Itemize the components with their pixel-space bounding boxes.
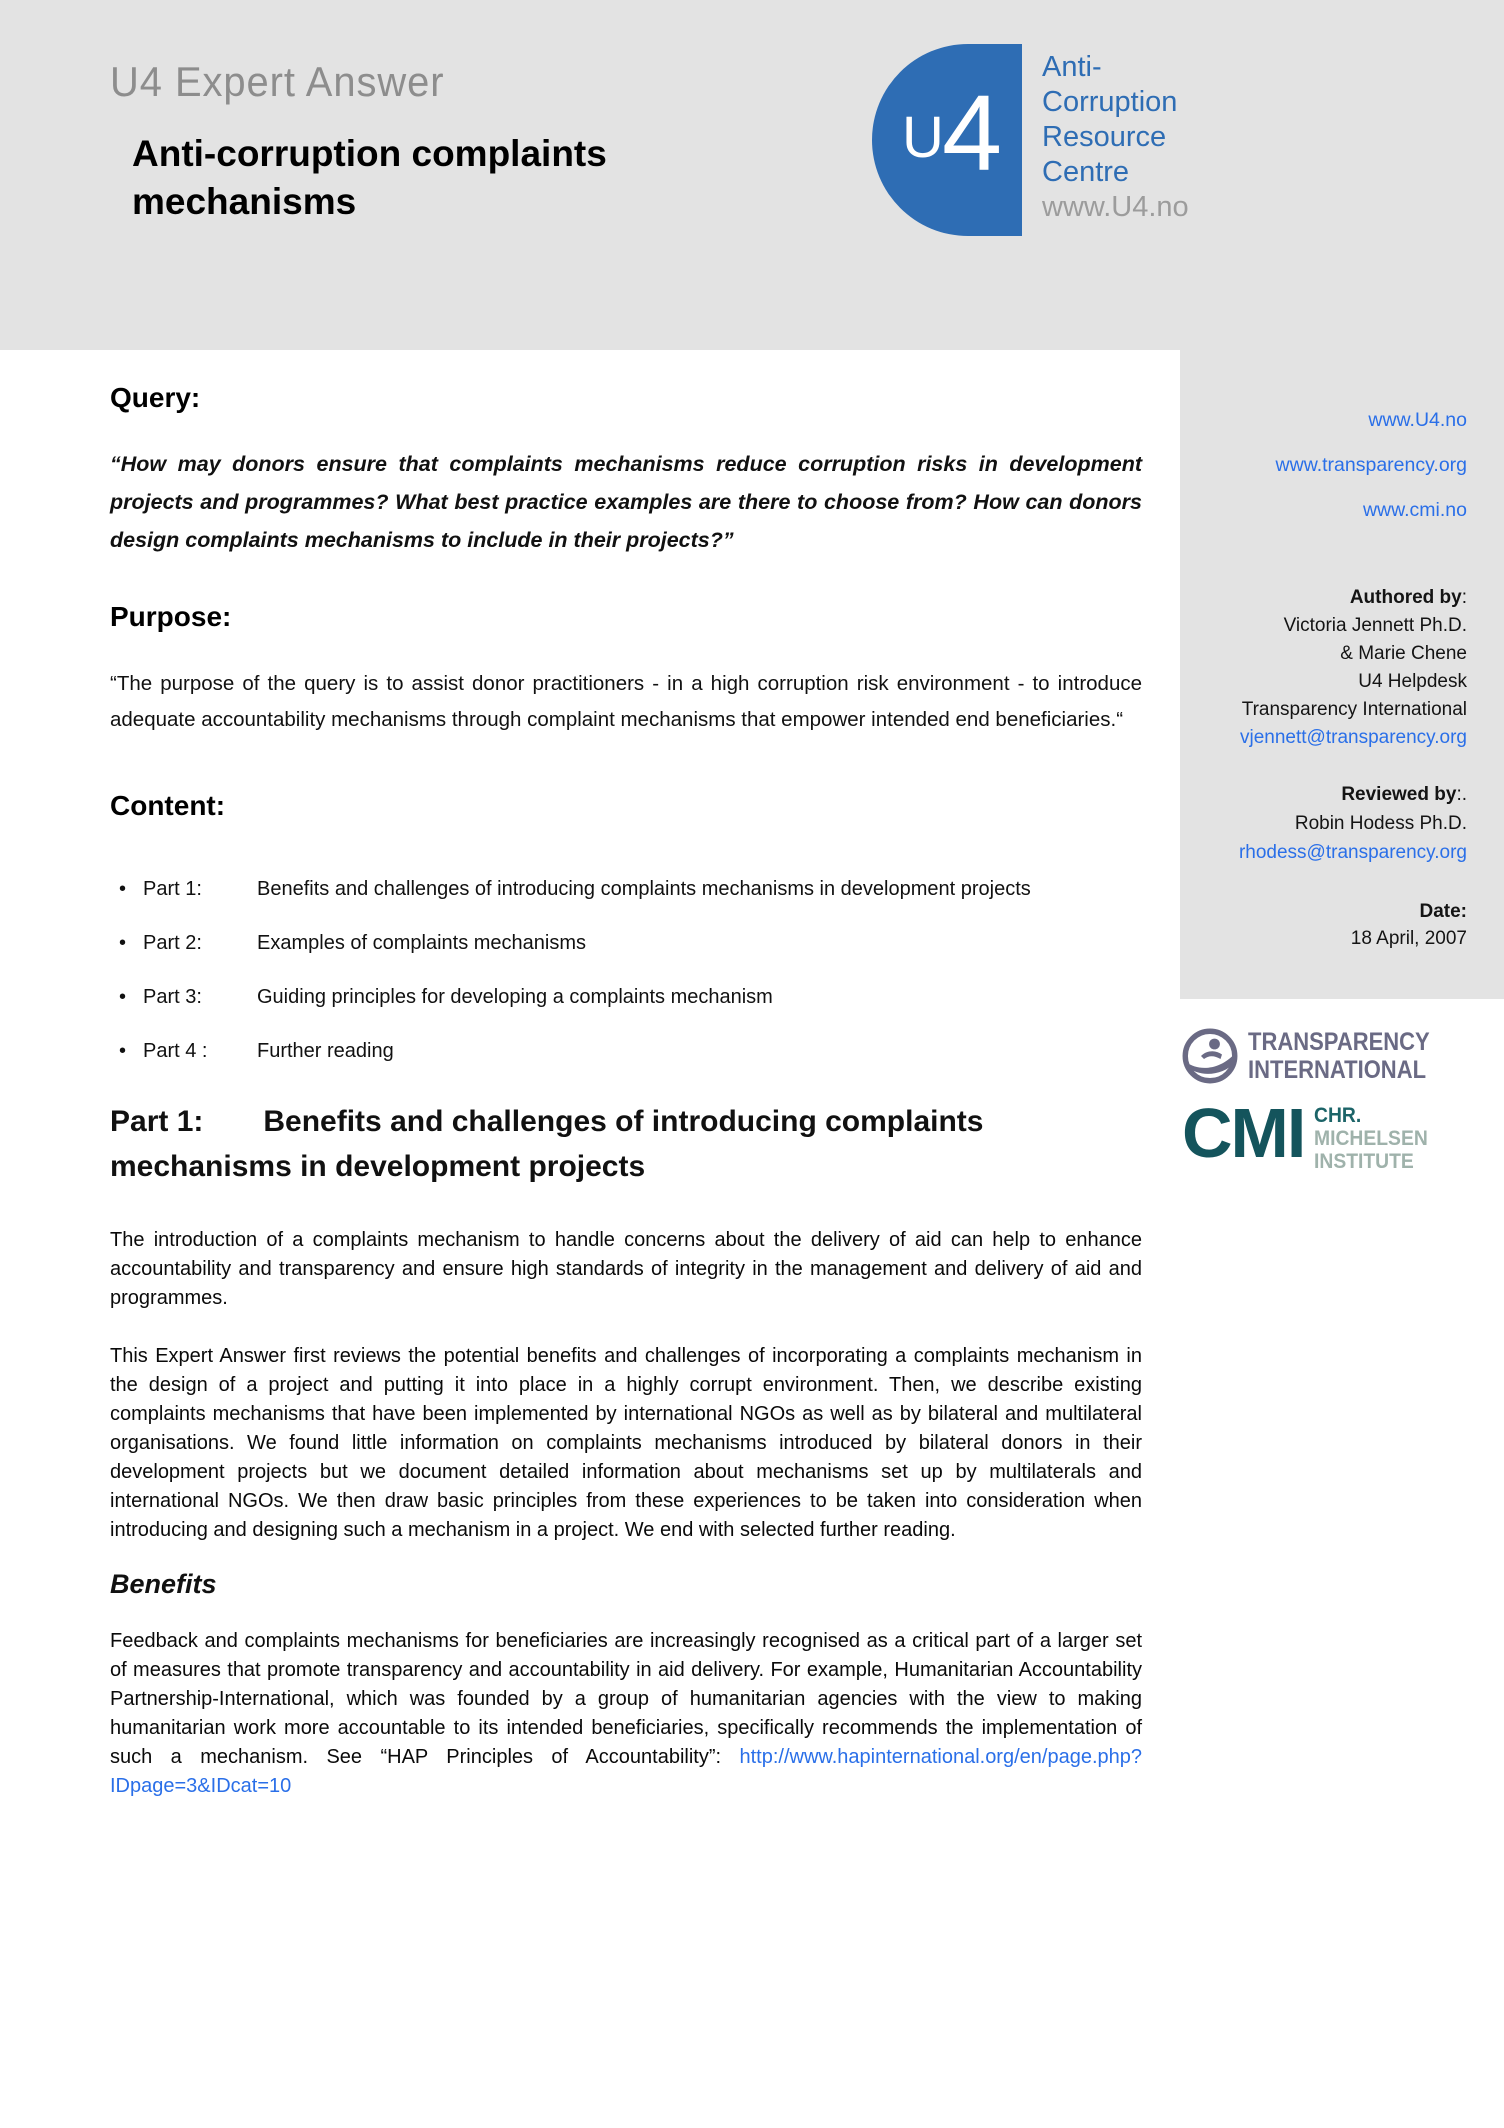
u4-logo-disc-icon: [872, 44, 1022, 236]
list-item-text: Benefits and challenges of introducing complaints mechanisms in development projects: [257, 878, 1031, 900]
paragraph-intro: The introduction of a complaints mechanism to handle concerns about the delivery of aid can help to enhance accountability and transparency and ensure high standards of integrity in the management and delivery of aid and programmes.: [110, 1229, 1142, 1309]
benefits-heading: Benefits: [110, 1569, 217, 1599]
content-heading: Content:: [110, 790, 226, 821]
author-line: Transparency International: [1241, 699, 1467, 720]
cmi-logo: [1182, 1096, 1438, 1173]
sidebar-links: [1150, 398, 1467, 533]
sidebar-link-transparency[interactable]: www.transparency.org: [1275, 454, 1467, 476]
bullet-icon: •: [119, 878, 127, 900]
author-line: Victoria Jennett Ph.D.: [1283, 615, 1467, 636]
paragraph-benefits: [110, 1627, 1142, 1801]
list-item-text: Further reading: [257, 1040, 394, 1062]
bullet-icon: •: [119, 986, 127, 1008]
ti-line1: TRANSPARENCY: [1248, 1028, 1430, 1056]
authored-by-label: Authored by:: [1349, 587, 1467, 608]
u4-org-line: Resource: [1042, 121, 1167, 153]
list-item-label: Part 3:: [143, 986, 202, 1008]
list-item-text: Examples of complaints mechanisms: [257, 932, 587, 954]
date-value: 18 April, 2007: [1350, 928, 1467, 949]
date-block: [1150, 898, 1467, 952]
cmi-text: [1314, 1104, 1428, 1173]
list-item-part3: [110, 979, 1142, 1015]
query-quote: “How may donors ensure that complaints mechanisms reduce corruption risks in development projects and programmes? What best practice examples are there to choose from? How can donors design complaints mechanisms to include in their projects?”: [110, 452, 1142, 552]
bullet-icon: •: [119, 932, 127, 954]
u4-org-line: Centre: [1042, 156, 1130, 188]
list-item-label: Part 1:: [143, 878, 202, 900]
author-line: U4 Helpdesk: [1358, 671, 1467, 692]
purpose-heading: Purpose:: [110, 601, 232, 632]
brand-wordmark: U4 Expert Answer: [110, 58, 445, 105]
transparency-international-logo: [1180, 1026, 1455, 1086]
paragraph-benefits-text: Feedback and complaints mechanisms for beneficiaries are increasingly recognised as a critical part of a larger set of measures that promote transparency and accountability in aid delivery. For example, Humanitarian Accountability Partnership-International, which was founded by a group of humanitarian agencies with the view to making humanitarian work more accountable to its intended beneficiaries, specifically recommends the implementation of such a mechanism. See “HAP Principles of Accountability”:: [110, 1630, 1142, 1768]
transparency-international-text: [1248, 1028, 1430, 1084]
author-email-link[interactable]: vjennett@transparency.org: [1240, 727, 1467, 748]
sidebar-link-u4[interactable]: www.U4.no: [1368, 409, 1467, 431]
list-item-part1: [110, 871, 1142, 907]
cmi-abbr: CMI: [1182, 1094, 1305, 1172]
u4-logo-text: [1042, 50, 1302, 225]
u4-logo-digit-4: 4: [942, 72, 1003, 193]
u4-logo: [872, 44, 1189, 236]
part1-heading: Part 1: Benefits and challenges of introducing complaints mechanisms in development projects: [110, 1105, 984, 1183]
date-label: Date:: [1419, 901, 1467, 922]
reviewer-name: Robin Hodess Ph.D.: [1294, 813, 1467, 834]
list-item-part2: [110, 925, 1142, 961]
cmi-line-chr: CHR.: [1314, 1104, 1362, 1127]
u4-org-line: Corruption: [1042, 86, 1178, 118]
paragraph-overview: This Expert Answer first reviews the potential benefits and challenges of incorporating a complaints mechanism in the design of a project and putting it into place in a highly corrupt environment. Then, we describe existing complaints mechanisms that have been implemented by international NGOs as well as by bilateral and multilateral organisations. We found little information on complaints mechanisms introduced by bilateral donors in their development projects but we document detailed information about mechanisms set up by multilaterals and international NGOs. We then draw basic principles from these experiences to be taken into consideration when introducing and designing such a mechanism in a project. We end with selected further reading.: [110, 1345, 1142, 1541]
authored-by-block: [1150, 584, 1467, 752]
u4-org-line: Anti-: [1042, 51, 1102, 83]
page-title: Anti-corruption complaints mechanisms: [132, 133, 607, 222]
reviewed-by-label: Reviewed by:.: [1341, 784, 1467, 805]
reviewer-email-link[interactable]: rhodess@transparency.org: [1238, 842, 1467, 863]
bullet-icon: •: [119, 1040, 127, 1062]
u4-logo-url: www.U4.no: [1042, 191, 1189, 223]
sidebar-link-cmi[interactable]: www.cmi.no: [1362, 499, 1467, 521]
ti-line2: INTERNATIONAL: [1248, 1056, 1427, 1084]
hap-link[interactable]: http://www.hapinternational.org/en/page.php?IDpage=3&IDcat=10: [110, 1746, 1142, 1797]
list-item-text: Guiding principles for developing a complaints mechanism: [257, 986, 773, 1008]
purpose-quote: “The purpose of the query is to assist donor practitioners - in a high corruption risk environment - to introduce adequate accountability mechanisms through complaint mechanisms that empower intended end beneficiaries.“: [110, 672, 1142, 731]
cmi-line-michelsen: MICHELSEN: [1314, 1127, 1429, 1150]
list-item-label: Part 2:: [143, 932, 202, 954]
reviewed-by-block: [1150, 780, 1467, 867]
author-line: & Marie Chene: [1340, 643, 1467, 664]
list-item-label: Part 4 :: [143, 1040, 208, 1062]
query-heading: Query:: [110, 382, 201, 413]
list-item-part4: [110, 1033, 1142, 1069]
content-list: [110, 871, 1142, 1069]
u4-logo-letter-u: U: [902, 105, 944, 170]
transparency-international-globe-icon: [1180, 1026, 1240, 1086]
main-content: [110, 350, 1142, 1801]
cmi-line-institute: INSTITUTE: [1314, 1150, 1415, 1173]
